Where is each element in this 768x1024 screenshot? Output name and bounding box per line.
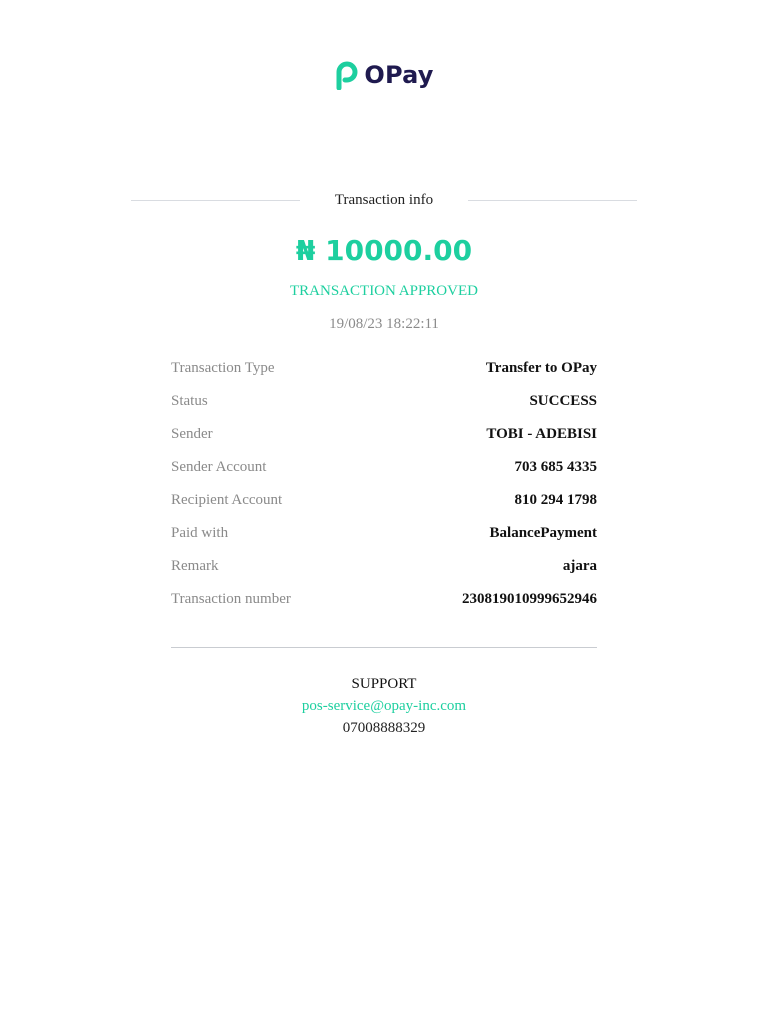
detail-value: ajara [562, 558, 597, 574]
section-title: Transaction info [334, 191, 434, 208]
opay-p-icon [334, 60, 360, 90]
detail-row-remark [171, 550, 597, 583]
detail-label: Recipient Account [171, 492, 283, 508]
detail-value: TOBI - ADEBISI [486, 426, 597, 442]
detail-value: 230819010999652946 [462, 591, 597, 607]
detail-row-transaction-type [171, 352, 597, 385]
divider [171, 647, 597, 648]
detail-row-paid-with [171, 517, 597, 550]
transaction-amount: ₦ 10000.00 [295, 234, 473, 267]
detail-value: BalancePayment [489, 525, 597, 541]
detail-label: Sender Account [171, 459, 267, 475]
opay-logo [0, 60, 768, 90]
support-section [0, 673, 768, 739]
detail-row-sender-account [171, 451, 597, 484]
detail-value: 810 294 1798 [514, 492, 597, 508]
right-rule [468, 200, 637, 201]
detail-value: 703 685 4335 [514, 459, 597, 475]
detail-row-sender [171, 418, 597, 451]
detail-label: Paid with [171, 525, 229, 541]
detail-label: Transaction number [171, 591, 291, 607]
support-phone: 07008888329 [342, 720, 426, 736]
support-title: SUPPORT [351, 676, 417, 692]
detail-row-transaction-number [171, 583, 597, 616]
transaction-details [171, 352, 597, 616]
detail-row-recipient-account [171, 484, 597, 517]
detail-label: Status [171, 393, 208, 409]
detail-label: Remark [171, 558, 219, 574]
detail-label: Transaction Type [171, 360, 275, 376]
detail-row-status [171, 385, 597, 418]
transaction-datetime: 19/08/23 18:22:11 [329, 316, 439, 332]
support-email-link[interactable]: pos-service@opay-inc.com [301, 698, 467, 714]
detail-value: Transfer to OPay [485, 360, 597, 376]
section-header [131, 189, 637, 211]
transaction-status-message: TRANSACTION APPROVED [290, 283, 478, 299]
logo-wordmark: OPay [364, 61, 434, 89]
detail-label: Sender [171, 426, 213, 442]
left-rule [131, 200, 300, 201]
detail-value: SUCCESS [529, 393, 597, 409]
